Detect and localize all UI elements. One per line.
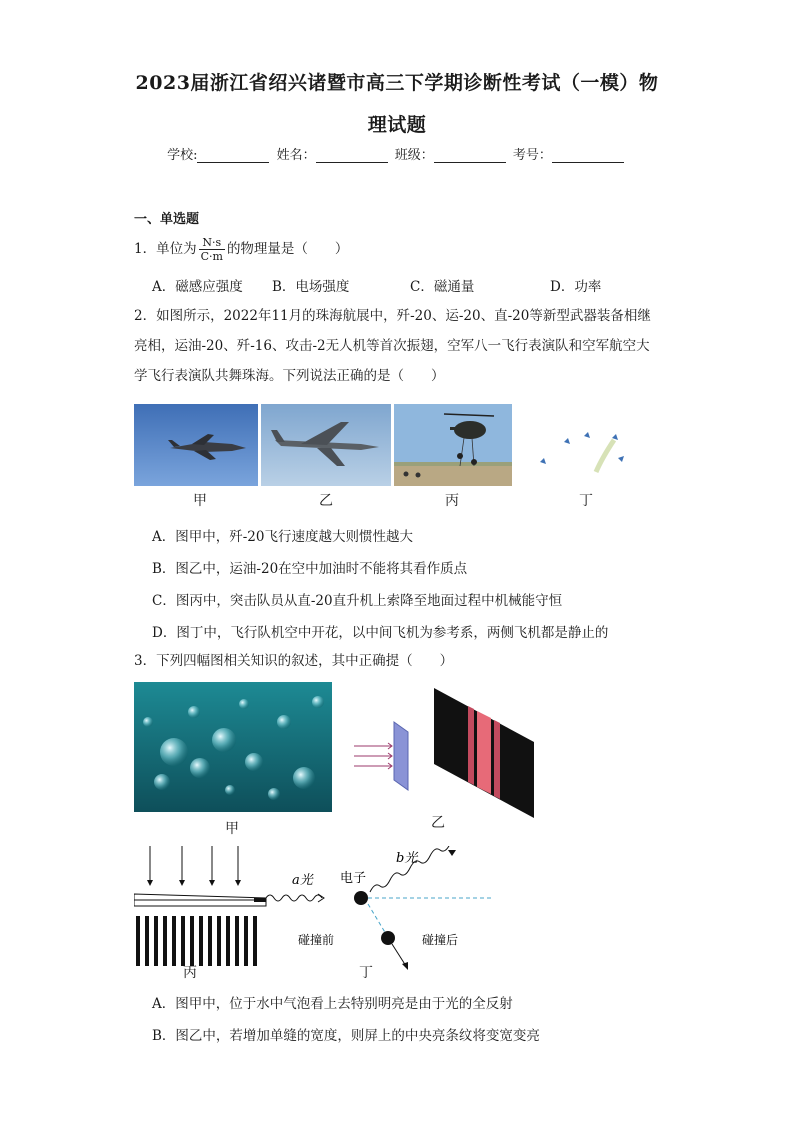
name-label: 姓名：	[276, 148, 316, 163]
question-2-line3: 学飞行表演队共舞珠海。下列说法正确的是（ ）	[134, 368, 445, 384]
after-collision-label: 碰撞后	[422, 933, 459, 947]
q3-option-a: A．图甲中，位于水中气泡看上去特别明亮是由于光的全反射	[152, 996, 513, 1012]
name-blank	[316, 148, 388, 163]
question-2-line1: 2．如图所示，2022年11月的珠海航展中，歼-20、运-20、直-20等新型武器装备相继	[134, 308, 651, 324]
q2-caption-jia: 甲	[193, 493, 207, 509]
before-collision-label: 碰撞前	[298, 933, 335, 947]
paper-title-line2: 理试题	[367, 114, 427, 136]
q2-option-b: B．图乙中，运油-20在空中加油时不能将其看作质点	[152, 561, 468, 577]
q2-caption-yi: 乙	[319, 493, 333, 509]
helicopter-photo	[394, 404, 512, 486]
exam-number-blank	[552, 148, 624, 163]
transport-plane-photo	[261, 404, 391, 486]
exam-number-label: 考号：	[512, 148, 552, 163]
unit-fraction: $\frac{N\cdot s}{C\cdot m}$	[200, 236, 223, 263]
school-label: 学校:	[167, 148, 198, 163]
class-label: 班级：	[394, 148, 434, 163]
q1-option-a: A．磁感应强度	[152, 279, 243, 295]
underwater-bubbles-photo	[134, 682, 332, 812]
a-light-label: a光	[292, 873, 313, 888]
q2-option-a: A．图甲中，歼-20飞行速度越大则惯性越大	[152, 529, 413, 545]
question-2-line2: 亮相，运油-20、歼-16、攻击-2无人机等首次振翅，空军八一飞行表演队和空军航空大	[134, 338, 650, 354]
paper-title-line1: 2023届浙江省绍兴诸暨市高三下学期诊断性考试（一模）物	[135, 72, 659, 94]
student-info-row	[0, 144, 794, 163]
q1-option-d: D．功率	[550, 279, 602, 295]
school-blank	[197, 148, 269, 163]
q3-caption-ding: 丁	[359, 965, 373, 981]
question-3-stem: 3．下列四幅图相关知识的叙述，其中正确提（ ）	[134, 653, 454, 669]
q3-caption-jia: 甲	[225, 821, 239, 837]
section-heading: 一、单选题	[134, 212, 200, 227]
compton-scattering-diagram	[262, 846, 512, 976]
q1-option-c: C．磁通量	[410, 279, 475, 295]
q2-caption-bing: 丙	[445, 493, 459, 509]
electron-label: 电子	[340, 871, 367, 886]
b-light-label: b光	[396, 851, 418, 866]
q3-caption-yi: 乙	[431, 815, 445, 831]
q2-option-d: D．图丁中，飞行队机空中开花，以中间飞机为参考系，两侧飞机都是静止的	[152, 625, 609, 641]
q1-option-b: B．电场强度	[272, 279, 350, 295]
q2-caption-ding: 丁	[579, 493, 593, 509]
formation-flight-diagram	[528, 428, 632, 478]
q3-option-b: B．图乙中，若增加单缝的宽度，则屏上的中央亮条纹将变宽变亮	[152, 1028, 540, 1044]
fighter-jet-photo	[134, 404, 258, 486]
q2-option-c: C．图丙中，突击队员从直-20直升机上索降至地面过程中机械能守恒	[152, 593, 563, 609]
q3-caption-bing: 丙	[183, 965, 197, 981]
class-blank	[434, 148, 506, 163]
question-1-stem: 1．单位为 $\frac{N\cdot s}{C\cdot m}$ 的物理量是（ ）	[134, 236, 349, 263]
single-slit-diffraction-diagram	[350, 686, 540, 820]
